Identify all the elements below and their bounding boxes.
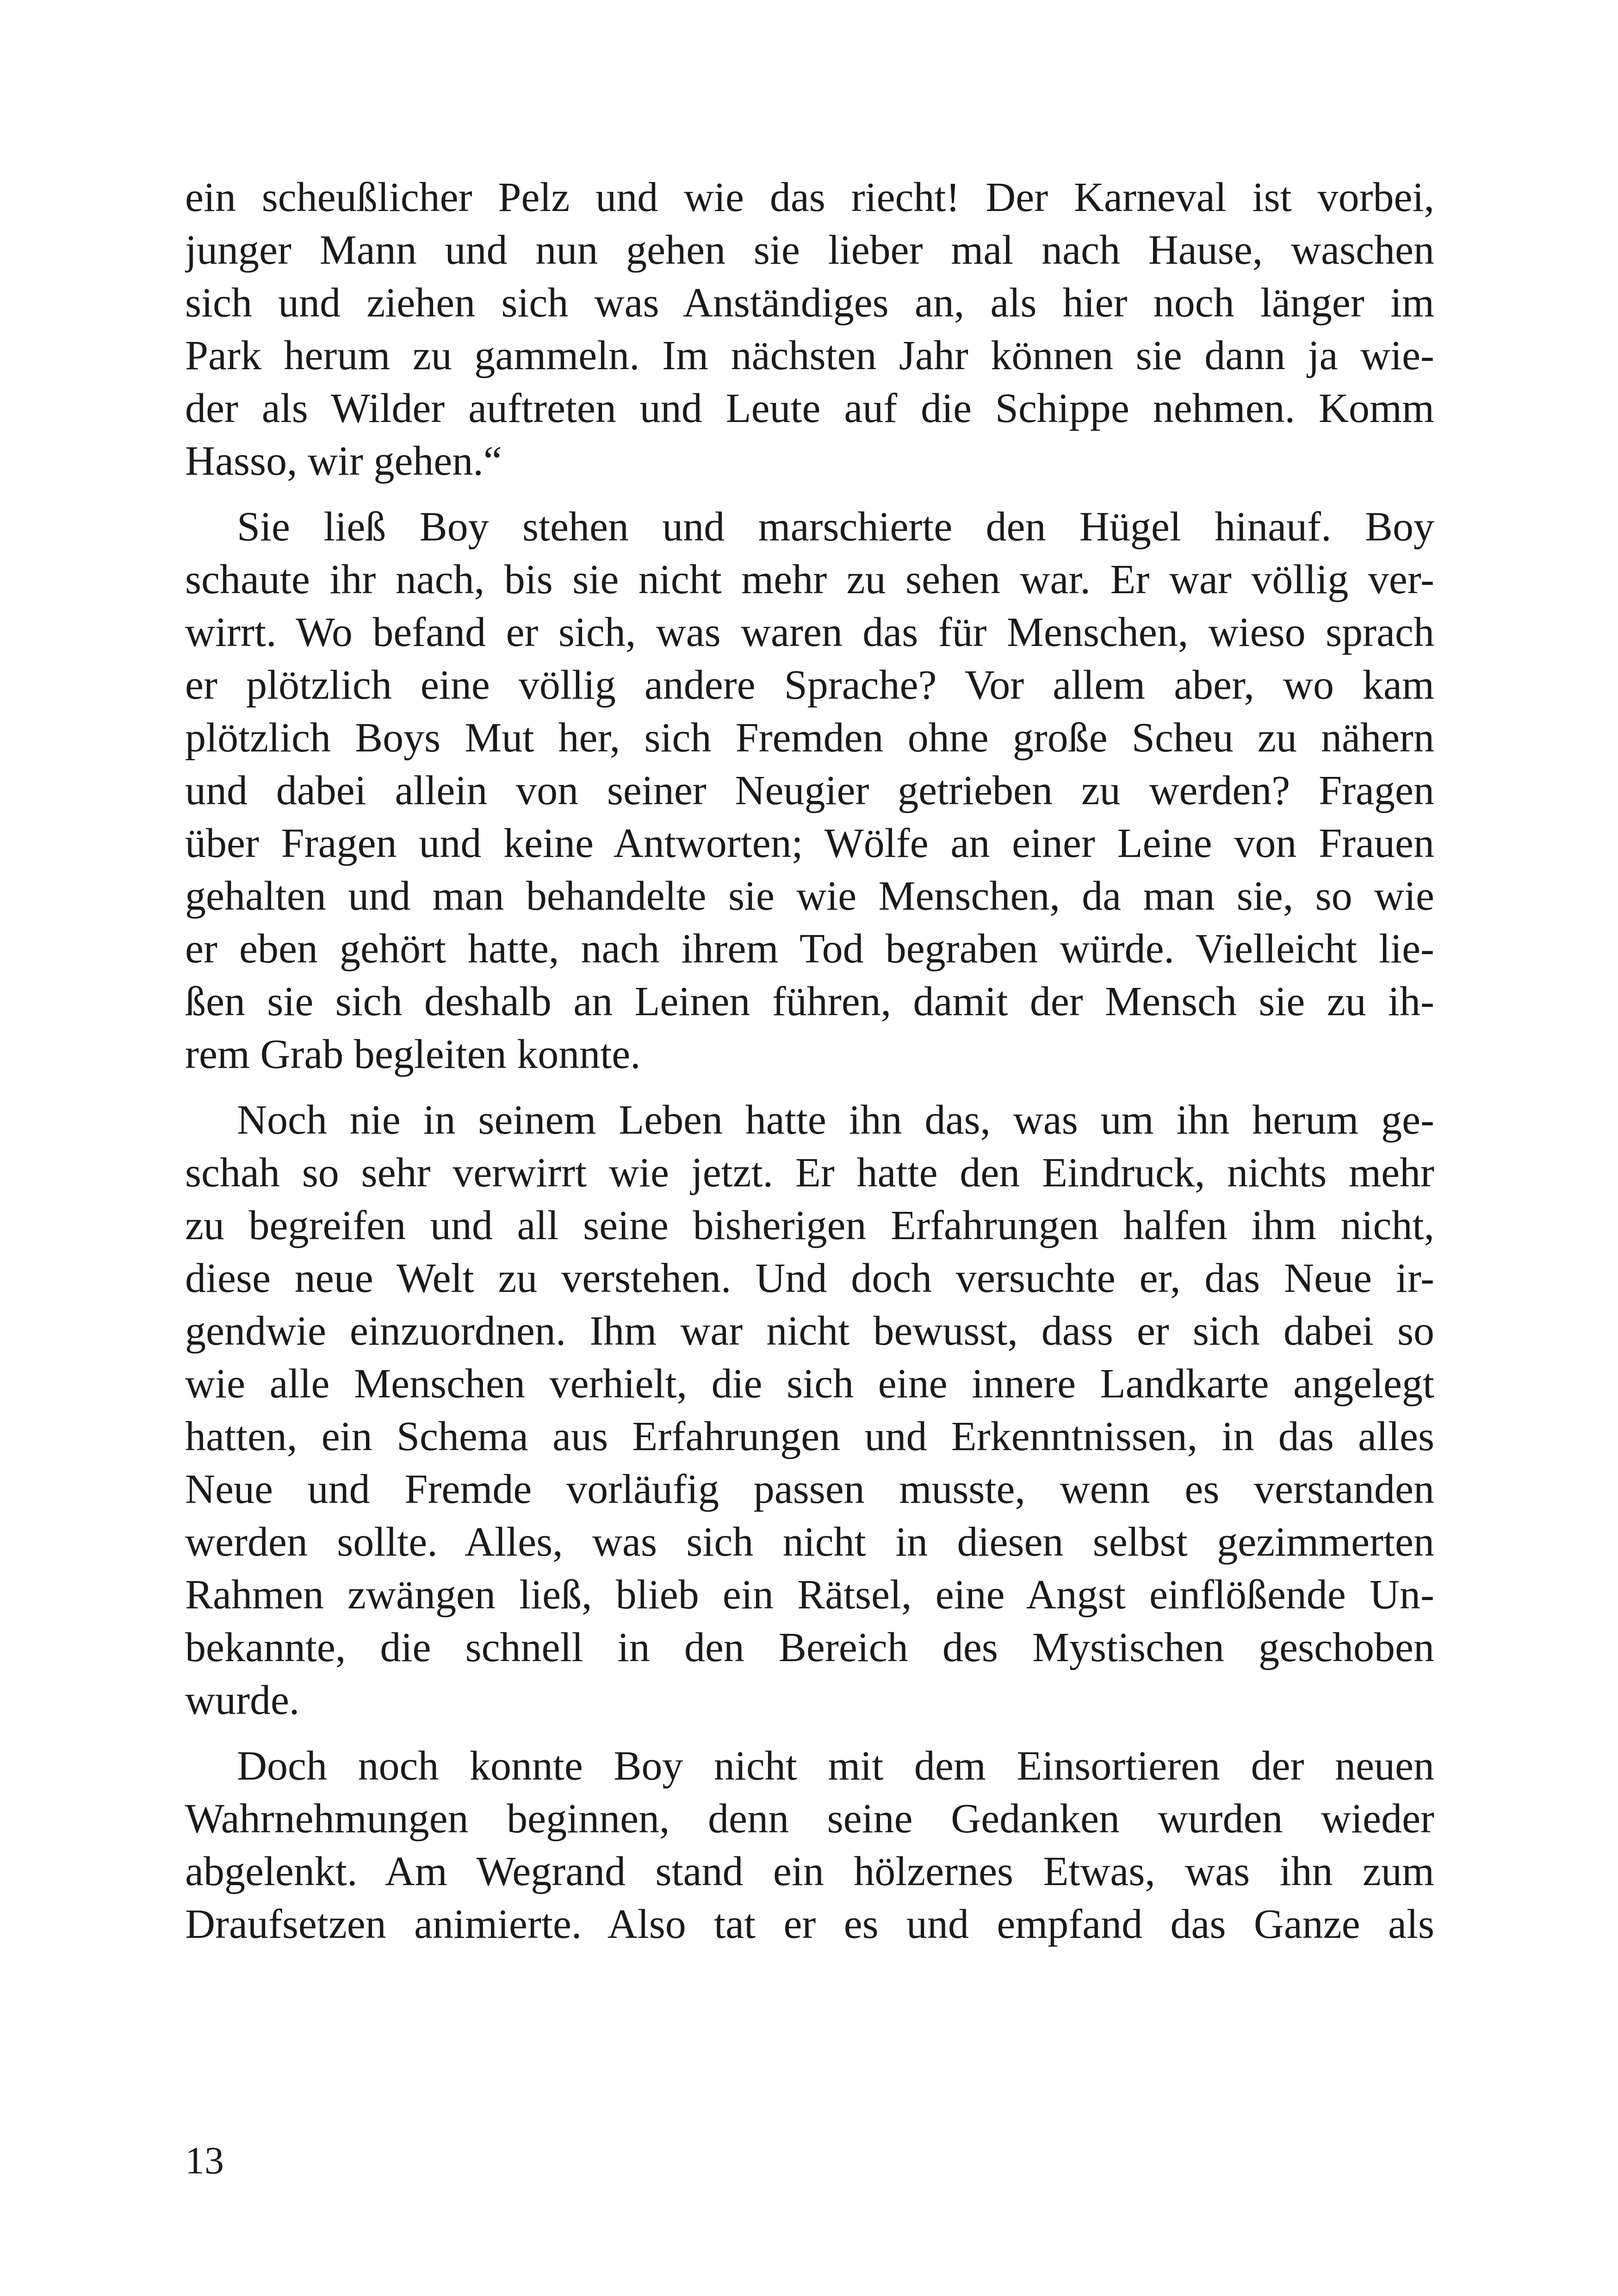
text-line: Doch noch konnte Boy nicht mit dem Einsortieren der neuen xyxy=(237,1743,1434,1789)
text-line: über Fragen und keine Antworten; Wölfe an einer Leine von Frauen xyxy=(185,820,1434,866)
paragraph xyxy=(185,1740,1434,1951)
body-text xyxy=(185,171,1434,1964)
text-line: er eben gehört hatte, nach ihrem Tod begraben würde. Vielleicht lie- xyxy=(185,926,1434,972)
text-line: ein scheußlicher Pelz und wie das riecht! Der Karneval ist vorbei, xyxy=(185,174,1434,220)
paragraph xyxy=(185,171,1434,488)
text-line: gendwie einzuordnen. Ihm war nicht bewusst, dass er sich dabei so xyxy=(185,1308,1434,1354)
text-line: Noch nie in seinem Leben hatte ihn das, was um ihn herum ge- xyxy=(237,1097,1434,1143)
text-line: wirrt. Wo befand er sich, was waren das für Menschen, wieso sprach xyxy=(185,609,1434,655)
text-line: Wahrnehmungen beginnen, denn seine Gedanken wurden wieder xyxy=(185,1796,1434,1842)
text-line: und dabei allein von seiner Neugier getrieben zu werden? Fragen xyxy=(185,768,1434,813)
text-line: wurde. xyxy=(185,1677,300,1723)
text-line: schaute ihr nach, bis sie nicht mehr zu sehen war. Er war völlig ver- xyxy=(185,557,1434,602)
text-line: Hasso, wir gehen.“ xyxy=(185,438,502,484)
text-line: sich und ziehen sich was Anständiges an, als hier noch länger im xyxy=(185,280,1434,326)
text-line: er plötzlich eine völlig andere Sprache? Vor allem aber, wo kam xyxy=(185,662,1434,708)
text-line: hatten, ein Schema aus Erfahrungen und Erkenntnissen, in das alles xyxy=(185,1414,1434,1459)
text-line: der als Wilder auftreten und Leute auf die Schippe nehmen. Komm xyxy=(185,385,1434,431)
text-line: rem Grab begleiten konnte. xyxy=(185,1031,641,1077)
text-line: Rahmen zwängen ließ, blieb ein Rätsel, eine Angst einflößende Un- xyxy=(185,1572,1434,1618)
text-line: wie alle Menschen verhielt, die sich eine innere Landkarte angelegt xyxy=(185,1361,1434,1407)
page-number: 13 xyxy=(185,2139,224,2182)
text-line: Draufsetzen animierte. Also tat er es und empfand das Ganze als xyxy=(185,1901,1434,1947)
text-line: gehalten und man behandelte sie wie Menschen, da man sie, so wie xyxy=(185,873,1434,919)
text-line: werden sollte. Alles, was sich nicht in diesen selbst gezimmerten xyxy=(185,1519,1434,1565)
text-line: diese neue Welt zu verstehen. Und doch versuchte er, das Neue ir- xyxy=(185,1255,1434,1301)
text-line: plötzlich Boys Mut her, sich Fremden ohne große Scheu zu nähern xyxy=(185,715,1434,761)
text-line: Neue und Fremde vorläufig passen musste, wenn es verstanden xyxy=(185,1466,1434,1512)
text-line: schah so sehr verwirrt wie jetzt. Er hatte den Eindruck, nichts mehr xyxy=(185,1150,1434,1196)
text-line: Sie ließ Boy stehen und marschierte den Hügel hinauf. Boy xyxy=(237,504,1434,550)
text-line: zu begreifen und all seine bisherigen Erfahrungen halfen ihm nicht, xyxy=(185,1203,1434,1248)
paragraph xyxy=(185,1094,1434,1727)
text-line: abgelenkt. Am Wegrand stand ein hölzernes Etwas, was ihn zum xyxy=(185,1849,1434,1894)
text-line: bekannte, die schnell in den Bereich des Mystischen geschoben xyxy=(185,1625,1434,1670)
paragraph xyxy=(185,501,1434,1081)
text-line: junger Mann und nun gehen sie lieber mal nach Hause, waschen xyxy=(185,227,1434,273)
text-line: ßen sie sich deshalb an Leinen führen, damit der Mensch sie zu ih- xyxy=(185,979,1434,1024)
text-line: Park herum zu gammeln. Im nächsten Jahr können sie dann ja wie- xyxy=(185,333,1434,379)
